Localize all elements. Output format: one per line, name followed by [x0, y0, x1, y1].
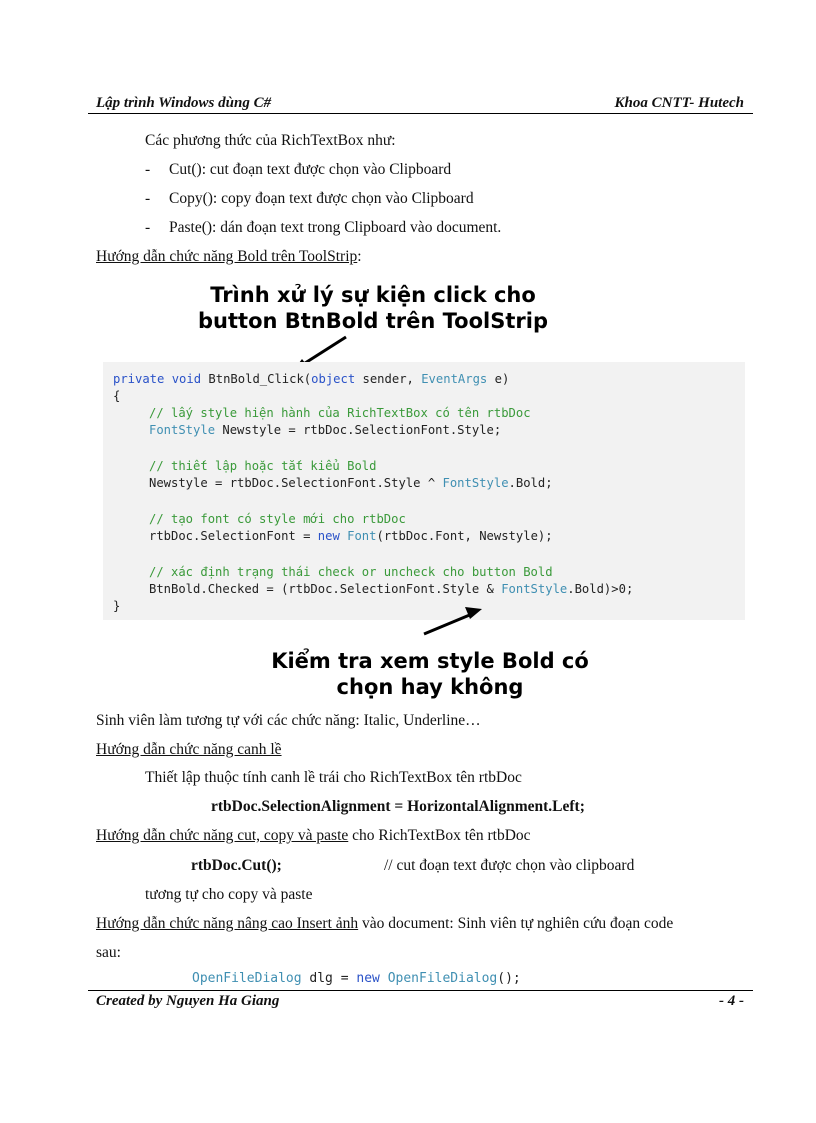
header-department: Khoa CNTT- Hutech [614, 95, 744, 111]
list-item: - Copy(): copy đoạn text được chọn vào Clipboard [145, 190, 474, 207]
header-title: Lập trình Windows dùng C# [96, 95, 272, 111]
bold-section-heading: Hướng dẫn chức năng Bold trên ToolStrip: [96, 248, 362, 265]
insert-image-heading-cont: sau: [96, 944, 121, 961]
align-description: Thiết lập thuộc tính canh lề trái cho RichTextBox tên rtbDoc [145, 769, 522, 786]
code-line: FontStyle Newstyle = rtbDoc.SelectionFont.Style; [149, 423, 502, 437]
align-section-heading: Hướng dẫn chức năng canh lề [96, 741, 282, 758]
annotation-event-handler: Trình xử lý sự kiện click cho button BtnBold trên ToolStrip [198, 283, 548, 333]
code-line: { [113, 389, 121, 403]
cut-code: rtbDoc.Cut(); [191, 857, 282, 874]
openfiledialog-code: OpenFileDialog dlg = new OpenFileDialog(); [192, 971, 521, 986]
page-number: - 4 - [719, 993, 744, 1009]
code-snippet-bold [103, 362, 745, 620]
code-comment: // tạo font có style mới cho rtbDoc [149, 512, 406, 526]
list-item: - Cut(): cut đoạn text được chọn vào Clipboard [145, 161, 452, 178]
code-comment: // xác định trạng thái check or uncheck cho button Bold [149, 565, 553, 579]
arrow-up-right-icon [418, 604, 488, 640]
align-code: rtbDoc.SelectionAlignment = HorizontalAlignment.Left; [211, 798, 585, 815]
code-comment: // lấy style hiện hành của RichTextBox có tên rtbDoc [149, 406, 531, 420]
insert-image-heading: Hướng dẫn chức năng nâng cao Insert ảnh vào document: Sinh viên tự nghiên cứu đoạn code [96, 915, 674, 932]
code-line: Newstyle = rtbDoc.SelectionFont.Style ^ FontStyle.Bold; [149, 476, 553, 490]
code-line: } [113, 599, 121, 613]
cut-copy-paste-heading: Hướng dẫn chức năng cut, copy và paste cho RichTextBox tên rtbDoc [96, 827, 531, 844]
paragraph-similar: Sinh viên làm tương tự với các chức năng: Italic, Underline… [96, 712, 481, 729]
cut-comment: // cut đoạn text được chọn vào clipboard [384, 857, 635, 874]
similar-copy-paste: tương tự cho copy và paste [145, 886, 313, 903]
footer-rule [88, 990, 753, 991]
code-line: private void BtnBold_Click(object sender, EventArgs e) [113, 372, 510, 386]
code-comment: // thiết lập hoặc tắt kiểu Bold [149, 459, 377, 473]
list-item: - Paste(): dán đoạn text trong Clipboard vào document. [145, 219, 502, 236]
code-line: BtnBold.Checked = (rtbDoc.SelectionFont.Style & FontStyle.Bold)>0; [149, 582, 634, 596]
annotation-bold-check: Kiểm tra xem style Bold có chọn hay không [271, 649, 589, 699]
code-line: rtbDoc.SelectionFont = new Font(rtbDoc.Font, Newstyle); [149, 529, 553, 543]
methods-intro: Các phương thức của RichTextBox như: [145, 132, 396, 149]
footer-author: Created by Nguyen Ha Giang [96, 993, 280, 1009]
header-rule [88, 113, 753, 114]
